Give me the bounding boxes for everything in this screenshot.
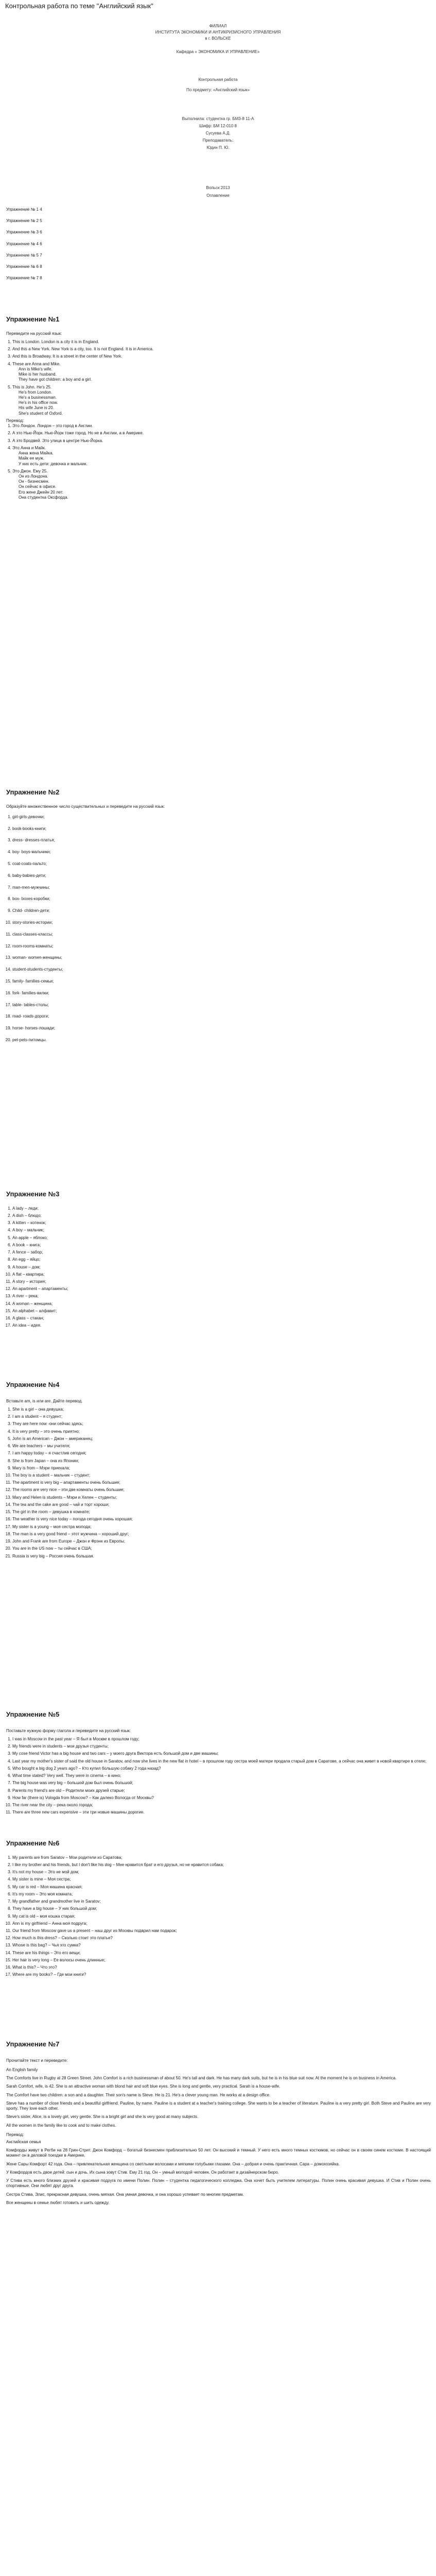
list-item: 12. An apartment – апартаменты; bbox=[12, 1286, 431, 1292]
list-item: 3. It's not my house – Это не мой дом; bbox=[12, 1870, 431, 1875]
list-item: 4. Это Анна и Майк. Анна жена Майка. Майк ее муж. У них есть дети: девочка и мальчик. bbox=[12, 446, 431, 467]
list-item: 8. They have a big house – У них большой дом; bbox=[12, 1906, 431, 1911]
list-item: 16. fork- families-вилки; bbox=[12, 989, 431, 998]
exercise-7 bbox=[6, 2040, 431, 2209]
sub-line: Анна жена Майка. bbox=[19, 451, 54, 456]
department-line: Кафедра « ЭКОНОМИКА И УПРАВЛЕНИЕ» bbox=[176, 49, 260, 54]
list-item: 2. I am a student – я студент; bbox=[12, 1414, 431, 1419]
translation-label: Перевод: bbox=[6, 418, 24, 423]
list-item: 6. baby-babies-дети; bbox=[12, 871, 431, 881]
list-item: 6. A book – книга; bbox=[12, 1243, 431, 1248]
text-paragraph: The Comfort have two children: a son and a daughter. Their son's name is Steve. He is 21. He's a clever young man. He works at a design office. bbox=[6, 2092, 271, 2097]
toc-item[interactable]: Упражнение № 7 8 bbox=[6, 276, 42, 281]
pronoun-list bbox=[6, 1855, 431, 1978]
list-item: 15. Her hair is very long – Ее волосы очень длинные; bbox=[12, 1958, 431, 1963]
list-item: 1. girl-girls-девочки; bbox=[12, 812, 431, 822]
list-item: 9. A house – дом; bbox=[12, 1265, 431, 1270]
list-item: 14. These are his things – Это его вещи; bbox=[12, 1951, 431, 1956]
list-item: 15. The girl in the room – девушка в комнате; bbox=[12, 1510, 431, 1515]
document-title: Контрольная работа по теме "Английский язык" bbox=[5, 2, 153, 10]
toc-item[interactable]: Упражнение № 3 6 bbox=[6, 230, 42, 235]
toc-item[interactable]: Упражнение № 2 5 bbox=[6, 218, 42, 224]
list-item: 16. What is this? – Что это? bbox=[12, 1965, 431, 1970]
list-item: 5. This is John. He's 25. He's from London. He's a businessman. He's in his office now. His wife June is 20. She's student of Oxford. bbox=[12, 385, 431, 416]
sub-line: Ann is Mike's wife. bbox=[19, 366, 53, 371]
list-item: 11. A story – история; bbox=[12, 1279, 431, 1284]
list-item: 7. The big house was very big – большой дом был очень большой; bbox=[12, 1781, 431, 1786]
list-item: 14. student-students-студенты; bbox=[12, 965, 431, 975]
list-item: 12. How much is this dress? – Сколько стоит это платье? bbox=[12, 1936, 431, 1941]
list-item: 8. Parents my friend's are old – Родители моих друзей старые; bbox=[12, 1788, 431, 1793]
list-item: 8. An egg – яйцо; bbox=[12, 1257, 431, 1262]
list-item: 5. John is an American – Джон – американец; bbox=[12, 1436, 431, 1442]
list-item: 1. This is London. London is a city it is in England. bbox=[12, 340, 431, 345]
exercise-heading: Упражнение №1 bbox=[6, 315, 60, 323]
list-item: 4. It is very pretty – это очень приятно; bbox=[12, 1429, 431, 1434]
list-item: 3. And this is Broadway. It is a street in the center of New York. bbox=[12, 354, 431, 359]
list-item: 9. My cat is old – моя кошка старая; bbox=[12, 1914, 431, 1919]
list-item: 5. Это Джон. Ему 25. Он из Лондона. Он - бизнесмен. Он сейчас в офисе. Его жене Джейн 20 лет. Она студентка Оксфорда. bbox=[12, 469, 431, 500]
list-item: 16. The weather is very nice today – погода сегодня очень хорошая; bbox=[12, 1517, 431, 1522]
list-item: 3. My cose friend Victor has a big house and two cars – у моего друга Виктора есть большой дом и две машины; bbox=[12, 1751, 431, 1756]
sub-line: She's student of Oxford. bbox=[19, 411, 63, 416]
toc-item[interactable]: Упражнение № 1 4 bbox=[6, 207, 42, 212]
sub-line: They have got children: a boy and a girl. bbox=[19, 377, 92, 382]
list-item: 10. The boy is a student – мальчик – студент; bbox=[12, 1473, 431, 1478]
table-of-contents bbox=[6, 207, 431, 287]
list-item: 1. My parents are from Saratov – Мои родители из Саратова; bbox=[12, 1855, 431, 1860]
list-item: 17. Where are my books? – Где мои книги? bbox=[12, 1972, 431, 1977]
list-item: 15. An alphabet – алфавит; bbox=[12, 1309, 431, 1314]
list-item: 1. She is a girl – она девушка; bbox=[12, 1407, 431, 1412]
list-item: 12. room-rooms-комнаты; bbox=[12, 942, 431, 952]
russian-text-title: Английская семья bbox=[6, 2139, 41, 2144]
list-item: 8. box- boxes-коробки; bbox=[12, 894, 431, 904]
list-item: 4. These are Anna and Mike. Ann is Mike's wife. Mike is her husband. They have got children: a boy and a girl. bbox=[12, 362, 431, 383]
subject-line: По предмету: «Английский язык» bbox=[186, 88, 250, 92]
list-item: 3. А это Бродвей. Это улица в центре Нью-Йорка. bbox=[12, 438, 431, 444]
toc-item[interactable]: Упражнение № 6 8 bbox=[6, 264, 42, 269]
list-item: 17. An idea – идея. bbox=[12, 1323, 431, 1328]
list-item: 18. The man is a very good friend – этот мужчина – хороший друг; bbox=[12, 1532, 431, 1537]
list-item: 2. book-books-книги; bbox=[12, 824, 431, 834]
header-line: ФИЛИАЛ bbox=[209, 24, 227, 28]
author-line: Выполнила: студентка гр. БМ3-8 11-А bbox=[182, 116, 254, 121]
sub-line: Он сейчас в офисе. bbox=[19, 484, 57, 489]
list-item: 11. The apartment is very big – апартаменты очень большие; bbox=[12, 1480, 431, 1485]
list-item: 21. Russia is very big – Россия очень большая. bbox=[12, 1554, 431, 1559]
list-item: 5. An apple – яблоко; bbox=[12, 1235, 431, 1241]
list-item: 14. The tea and the cake are good – чай и торт хороши; bbox=[12, 1502, 431, 1507]
sub-list bbox=[12, 390, 431, 416]
list-item: 3. A kitten – котенок; bbox=[12, 1221, 431, 1226]
list-item: 13. woman- women-женщины; bbox=[12, 953, 431, 963]
toc-item[interactable]: Упражнение № 5 7 bbox=[6, 252, 42, 258]
list-item: 13. Whose is this bag? – Чья это сумка? bbox=[12, 1943, 431, 1948]
list-item: 17. table- tables-столы; bbox=[12, 1001, 431, 1010]
list-item: 11. class-classes-классы; bbox=[12, 930, 431, 940]
list-item: 19. John and Frank are from Europe – Джон и Фрэнк из Европы; bbox=[12, 1539, 431, 1544]
exercise-task: Вставьте am, is или are. Дайте перевод. bbox=[6, 1398, 83, 1403]
sub-list bbox=[12, 474, 431, 500]
list-item: 4. My sister is mine – Моя сестра; bbox=[12, 1877, 431, 1882]
teacher-name: Юдин П. Ю. bbox=[206, 145, 230, 150]
list-item: 5. coat-coats-пальто; bbox=[12, 859, 431, 869]
list-item: 3. dress- dresses-платья; bbox=[12, 836, 431, 845]
list-item: 4. Last year my mother's sister of said the old house in Saratov, and now she lives in the new flat in hotel – в прошлом году сестра моей матери продала старый дом в Саратове, а сейчас она живет в новой квартире в отеле; bbox=[12, 1759, 431, 1764]
teacher-label: Преподаватель: bbox=[202, 138, 234, 143]
text-paragraph: У Комфордов есть двое детей: сын и дочь. Их сына зовут Стив. Ему 21 год. Он – умный молодой человек. Он работает в дизайнерском бюро. bbox=[6, 2170, 279, 2175]
header-line: ИНСТИТУТА ЭКОНОМИКИ И АНТИКРИЗИСНОГО УПРАВЛЕНИЯ bbox=[155, 30, 281, 35]
list-item: 6. It's my room – Это моя комната; bbox=[12, 1892, 431, 1897]
list-item: 9. How far (there is) Vologda from Moscow? – Как далеко Вологда от Москвы? bbox=[12, 1795, 431, 1801]
exercise-heading: Упражнение №4 bbox=[6, 1381, 60, 1388]
exercise-1 bbox=[6, 315, 431, 502]
list-item: 16. A glass – стакан; bbox=[12, 1316, 431, 1321]
list-item: 20. You are in the US now – ты сейчас в США; bbox=[12, 1546, 431, 1551]
text-paragraph: У Стива есть много близких друзей и красивая подруга по имени Полин. Полин – студентка педагогического колледжа. Она хочет быть учителем литературы. Полин очень красивая девушка. И Стив и Полин очень спортивные. Они любят друг друга. bbox=[6, 2178, 431, 2189]
cipher-line: Шифр: БМ 12-010 8 bbox=[199, 124, 237, 128]
toc-title: Оглавление bbox=[206, 193, 230, 198]
sub-line: Mike is her husband. bbox=[19, 372, 57, 377]
list-item: 13. A river – река; bbox=[12, 1294, 431, 1299]
text-paragraph: Сестра Стива, Элис, прекрасная девушка, очень мягкая. Она умная девочка, и она хорошо успевает по многим предметам. bbox=[6, 2192, 244, 2197]
list-item: 2. I like my brother and his friends, but I don't like his dog – Мне нравится брат и его друзья, но не нравится собака; bbox=[12, 1862, 431, 1868]
list-item: 2. My friends were in students – мои друзья студенты; bbox=[12, 1744, 431, 1749]
list-item: 9. Child- children-дети; bbox=[12, 906, 431, 916]
exercise-heading: Упражнение №7 bbox=[6, 2040, 60, 2048]
header-line: в г. ВОЛЬСКЕ bbox=[205, 36, 231, 41]
sub-line: Его жене Джейн 20 лет. bbox=[19, 489, 63, 495]
exercise-6 bbox=[6, 1839, 431, 1980]
sub-list bbox=[12, 367, 431, 383]
sub-line: У них есть дети: девочка и мальчик. bbox=[19, 461, 88, 466]
text-paragraph: Комфорды живут в Регби на 28 Грин-Стрит. Джон Комфорд – богатый бизнесмен приблизительно 50 лет. Он высокий и темный. У него есть много темных костюмов, но сейчас он в своем синем костюме. В настоящий момент он в деловой поездке в Америке. bbox=[6, 2148, 431, 2158]
plural-list bbox=[6, 812, 431, 1045]
exercise-heading: Упражнение №2 bbox=[6, 788, 60, 796]
list-item: 6. What time stated? Very well. They were in cinema – в кино; bbox=[12, 1773, 431, 1778]
exercise-5 bbox=[6, 1710, 431, 1817]
city-year: Вольск 2013 bbox=[206, 185, 230, 190]
exercise-4 bbox=[6, 1381, 431, 1561]
author-name: Сусуева А.Д. bbox=[205, 131, 231, 135]
exercise-heading: Упражнение №3 bbox=[6, 1190, 60, 1198]
list-item: 10. story-stories-истории; bbox=[12, 918, 431, 928]
exercise-heading: Упражнение №5 bbox=[6, 1710, 60, 1718]
list-item: 13. Mary and Helen is students – Мэри и Хелен – студенты; bbox=[12, 1495, 431, 1500]
exercise-task: Переведите на русский язык: bbox=[6, 331, 62, 336]
list-item: 14. A woman – женщина; bbox=[12, 1301, 431, 1307]
list-item: 2. А это Нью-Йорк. Нью-Йорк тоже город. Но не в Англии, а в Америке. bbox=[12, 431, 431, 436]
sub-line: He's in his office now. bbox=[19, 400, 58, 405]
list-item: 1. Это Лондон. Лондон – это город в Англии. bbox=[12, 423, 431, 429]
list-item: 12. The rooms are very nice – эти две комнаты очень большие; bbox=[12, 1487, 431, 1493]
list-item: 1. I was in Moscow in the past year – Я был в Москве в прошлом году; bbox=[12, 1737, 431, 1742]
verb-list bbox=[6, 1407, 431, 1559]
list-item: 10. A flat – квартира; bbox=[12, 1272, 431, 1277]
article-list bbox=[6, 1206, 431, 1329]
list-item: 5. My car is red – Моя машина красная; bbox=[12, 1885, 431, 1890]
sub-line: His wife June is 20. bbox=[19, 405, 54, 411]
text-paragraph: Steve has a number of close friends and a beautiful girlfriend. Pauline, by name. Pauline is a student at a teacher's training college. She wants to be a teacher of literature. Pauline is a very pretty girl. Both Steve and Pauline are very sporty. They love each other. bbox=[6, 2100, 431, 2111]
exercise-3 bbox=[6, 1190, 431, 1331]
list-item: 19. horse- horses-лошади; bbox=[12, 1024, 431, 1033]
exercise-2 bbox=[6, 788, 431, 1047]
list-item: 3. They are here now -они сейчас здесь; bbox=[12, 1421, 431, 1427]
sub-line: Майк ее муж. bbox=[19, 456, 44, 461]
list-item: 7. I am happy today – я счастлив сегодня; bbox=[12, 1451, 431, 1456]
list-item: 1. A lady – леди; bbox=[12, 1206, 431, 1211]
text-paragraph: Жене Сары Комфорт 42 года. Она – привлекательная женщина со светлыми волосами и мягкими голубыми глазами. Она – добрая и очень практичная. Сара – домохозяйка. bbox=[6, 2161, 340, 2166]
list-item: 4. boy- boys-мальчики; bbox=[12, 848, 431, 857]
text-paragraph: The Comforts live in Rugby at 28 Green Street. John Comfort is a rich businessman of about 50. He's tall and dark. He has many dark suits, but he is in his blue suit now. At the moment he is on business in America. bbox=[6, 2076, 397, 2081]
english-sentences bbox=[6, 340, 431, 416]
text-paragraph: Steve's sister, Alice, is a lovely girl, very gentle. She is a bright girl and she is very good at many subjects. bbox=[6, 2114, 199, 2120]
translation-label: Перевод: bbox=[6, 2132, 24, 2137]
list-item: 11. There are three new cars expensive – эти три новые машины дорогие. bbox=[12, 1810, 431, 1815]
verb-form-list bbox=[6, 1737, 431, 1816]
list-item: 10. Ann is my girlfriend – Анна моя подруга; bbox=[12, 1921, 431, 1926]
sub-list bbox=[12, 451, 431, 467]
list-item: 20. pet-pets-питомцы. bbox=[12, 1036, 431, 1045]
list-item: 9. Mary is from – Мэри приехала; bbox=[12, 1466, 431, 1471]
list-item: 8. She is from Japan – она из Японии; bbox=[12, 1459, 431, 1464]
list-item: 7. A fence – забор; bbox=[12, 1250, 431, 1255]
russian-sentences bbox=[6, 423, 431, 500]
sub-line: Он - бизнесмен. bbox=[19, 479, 49, 484]
sub-line: He's from London. bbox=[19, 389, 53, 395]
list-item: 2. And this a New York. New York is a city, too. It is not England. It is in America. bbox=[12, 347, 431, 352]
exercise-heading: Упражнение №6 bbox=[6, 1839, 60, 1847]
list-item: 6. We are teachers – мы учителя; bbox=[12, 1444, 431, 1449]
sub-line: Она студентка Оксфорда. bbox=[19, 495, 68, 500]
toc-item[interactable]: Упражнение № 4 6 bbox=[6, 241, 42, 246]
list-item: 18. road- roads-дороги; bbox=[12, 1012, 431, 1022]
exercise-task: Поставьте нужную форму глагола и переведите на русский язык: bbox=[6, 1728, 131, 1733]
list-item: 2. A dish – блюдо; bbox=[12, 1213, 431, 1218]
list-item: 17. My sister is a young – моя сестра молода; bbox=[12, 1524, 431, 1530]
text-paragraph: Sarah Comfort, wife, is 42. She is an attractive woman with blond hair and soft blue eyes. She is long and gentle, very practical. Sarah is a house-wife. bbox=[6, 2084, 281, 2089]
sub-line: He's a businessman. bbox=[19, 395, 57, 400]
text-paragraph: Все женщины в семье любят готовить и шить одежду. bbox=[6, 2200, 110, 2205]
list-item: 7. man-men-мужчины; bbox=[12, 883, 431, 893]
text-paragraph: All the women in the family like to cook and to make clothes. bbox=[6, 2123, 116, 2128]
list-item: 15. family- families-семьи; bbox=[12, 977, 431, 987]
list-item: 7. My grandfather and grandmother live in Saratov; bbox=[12, 1899, 431, 1904]
list-item: 5. Who bought a big dog 2 years ago? – Кто купил большую собаку 2 года назад? bbox=[12, 1766, 431, 1771]
work-type: Контрольная работа bbox=[198, 77, 238, 82]
list-item: 11. Our friend from Moscow gave us a present – наш друг из Москвы подарил нам подарок; bbox=[12, 1928, 431, 1934]
english-text-title: An English family bbox=[6, 2067, 38, 2072]
exercise-task: Прочитайте текст и переведите: bbox=[6, 2058, 68, 2063]
list-item: 10. The river near the city – река около города; bbox=[12, 1803, 431, 1808]
exercise-task: Образуйте множественное число существительных и переведите на русский язык: bbox=[6, 804, 165, 809]
sub-line: Он из Лондона. bbox=[19, 474, 48, 479]
list-item: 4. A boy – мальчик; bbox=[12, 1228, 431, 1233]
